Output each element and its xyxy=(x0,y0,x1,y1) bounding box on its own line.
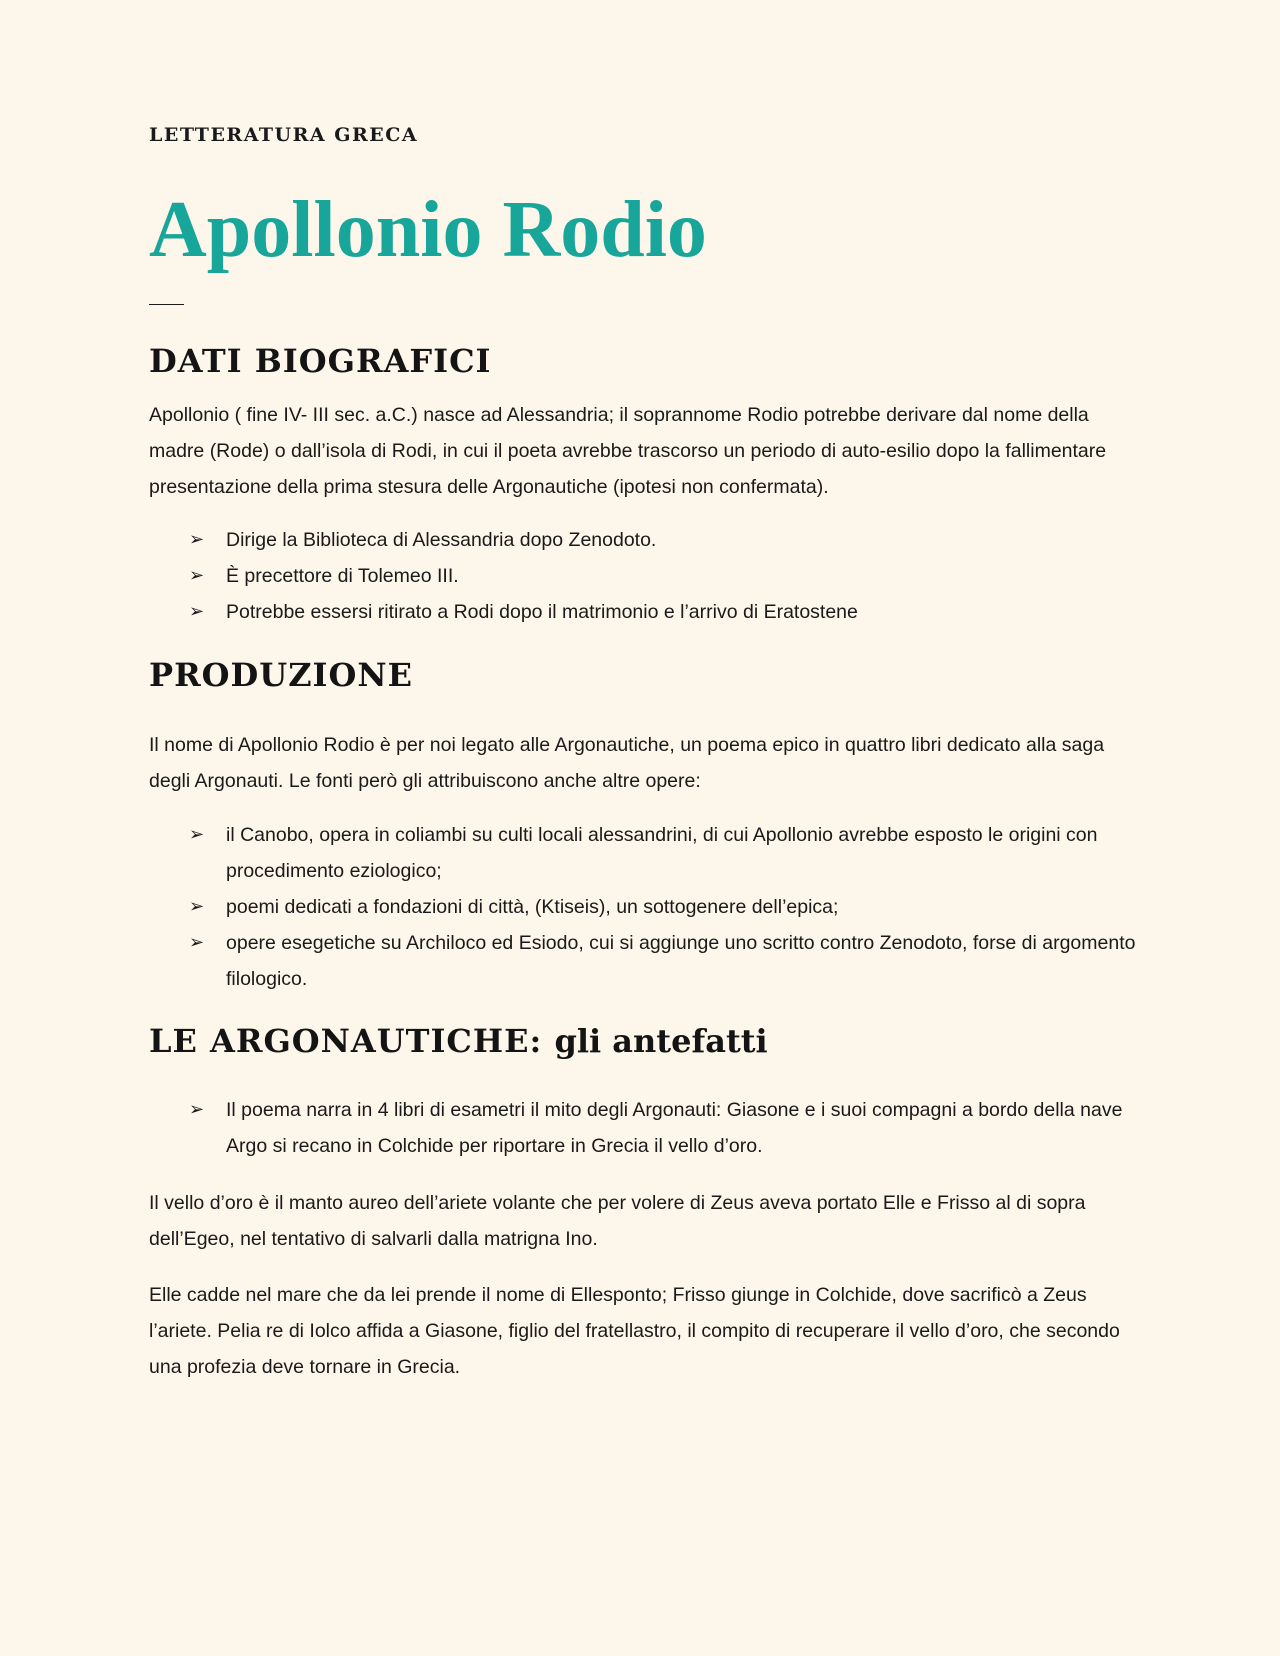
list-item-text: Potrebbe essersi ritirato a Rodi dopo il matrimonio e l’arrivo di Eratostene xyxy=(226,601,858,623)
golden-fleece-paragraph: Il vello d’oro è il manto aureo dell’ariete volante che per volere di Zeus aveva portato Elle e Frisso al di sopra dell’Egeo, nel tentativo di salvarli dalla matrigna Ino. xyxy=(149,1192,1086,1250)
section-heading-argonautiche xyxy=(149,1019,1139,1063)
helle-phrixus-paragraph: Elle cadde nel mare che da lei prende il nome di Ellesponto; Frisso giunge in Colchide, dove sacrificò a Zeus l’ariete. Pelia re di Iolco affida a Giasone, figlio del fratellastro, il compito di recuperare il vello d’oro, che secondo una profezia deve tornare in Grecia. xyxy=(149,1284,1120,1378)
list-item-text: Il poema narra in 4 libri di esametri il mito degli Argonauti: Giasone e i suoi compagni a bordo della nave Argo si recano in Colchide per riportare in Grecia il vello d’oro. xyxy=(226,1099,1123,1157)
list-item xyxy=(189,1092,1139,1164)
section-heading-dati-biografici: DATI BIOGRAFICI xyxy=(149,342,492,380)
arrow-bullet-icon: ➢ xyxy=(189,601,205,622)
list-item xyxy=(189,889,1139,925)
list-item-text: opere esegetiche su Archiloco ed Esiodo, cui si aggiunge uno scritto contro Zenodoto, forse di argomento filologico. xyxy=(226,932,1136,990)
list-item xyxy=(189,594,1139,630)
section-heading-produzione: PRODUZIONE xyxy=(149,656,414,694)
list-item-text: il Canobo, opera in coliambi su culti locali alessandrini, di cui Apollonio avrebbe esposto le origini con procedimento eziologico; xyxy=(226,824,1098,882)
biography-list xyxy=(149,522,1139,630)
page-title: Apollonio Rodio xyxy=(149,186,707,274)
arrow-bullet-icon: ➢ xyxy=(189,565,205,586)
heading-caps-part: LE ARGONAUTICHE: xyxy=(149,1022,543,1060)
production-paragraph: Il nome di Apollonio Rodio è per noi legato alle Argonautiche, un poema epico in quattro libri dedicato alla saga degli Argonauti. Le fonti però gli attribuiscono anche altre opere: xyxy=(149,734,1105,792)
list-item xyxy=(189,925,1139,997)
arrow-bullet-icon: ➢ xyxy=(189,824,205,845)
arrow-bullet-icon: ➢ xyxy=(189,1099,205,1120)
subject-label: LETTERATURA GRECA xyxy=(149,124,419,146)
title-divider xyxy=(149,304,184,305)
list-item xyxy=(189,522,1139,558)
list-item xyxy=(189,817,1139,889)
heading-lower-part: gli antefatti xyxy=(554,1022,768,1060)
list-item-text: poemi dedicati a fondazioni di città, (Ktiseis), un sottogenere dell’epica; xyxy=(226,896,839,918)
arrow-bullet-icon: ➢ xyxy=(189,896,205,917)
list-item-text: Dirige la Biblioteca di Alessandria dopo Zenodoto. xyxy=(226,529,657,551)
list-item xyxy=(189,558,1139,594)
argonautiche-list xyxy=(149,1092,1139,1164)
document-page xyxy=(149,118,1139,1385)
list-item-text: È precettore di Tolemeo III. xyxy=(226,565,459,587)
works-list xyxy=(149,817,1139,997)
arrow-bullet-icon: ➢ xyxy=(189,529,205,550)
biography-paragraph: Apollonio ( fine IV- III sec. a.C.) nasce ad Alessandria; il soprannome Rodio potrebbe derivare dal nome della madre (Rode) o dall’isola di Rodi, in cui il poeta avrebbe trascorso un periodo di auto-esilio dopo la fallimentare presentazione della prima stesura delle Argonautiche (ipotesi non confermata). xyxy=(149,404,1107,498)
arrow-bullet-icon: ➢ xyxy=(189,932,205,953)
